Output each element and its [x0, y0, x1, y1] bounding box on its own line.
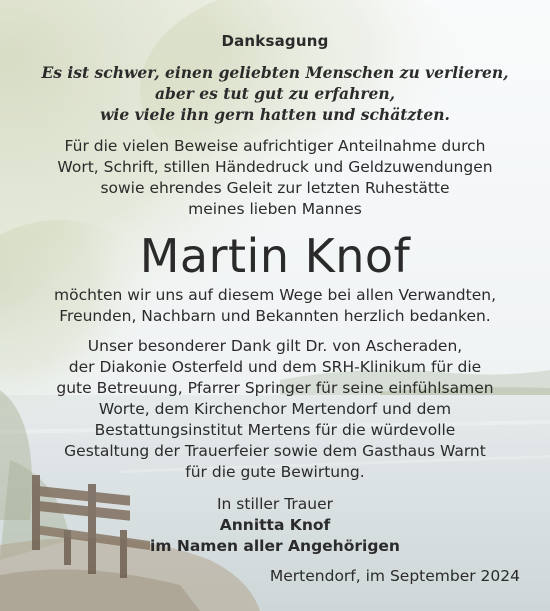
text-line: Bestattungsinstitut Mertens für die würdevolle [94, 421, 456, 439]
text-line: Unser besonderer Dank gilt Dr. von Ascheraden, [87, 337, 463, 355]
place-date: Mertendorf, im September 2024 [269, 567, 520, 585]
signature-intro: In stiller Trauer [216, 495, 334, 513]
deceased-name: Martin Knof [139, 229, 411, 283]
verse-line: aber es tut gut zu erfahren, [154, 84, 396, 103]
paragraph-gratitude [0, 285, 550, 327]
verse-line: Es ist schwer, einen geliebten Menschen zu verlieren, [41, 63, 509, 82]
signature-block [0, 494, 550, 557]
text-line: möchten wir uns auf diesem Wege bei allen Verwandten, [53, 286, 497, 304]
text-line: meines lieben Mannes [188, 200, 362, 218]
verse-line: wie viele ihn gern hatten und schätzten. [100, 105, 450, 124]
text-line: der Diakonie Osterfeld und dem SRH-Klinikum für die [68, 358, 482, 376]
text-line: Worte, dem Kirchenchor Mertendorf und dem [98, 400, 452, 418]
text-line: gute Betreuung, Pfarrer Springer für seine einfühlsamen [56, 379, 494, 397]
text-line: Gestaltung der Trauerfeier sowie dem Gasthaus Warnt [64, 442, 486, 460]
heading: Danksagung [221, 32, 329, 50]
text-line: für die gute Bewirtung. [185, 463, 365, 481]
paragraph-special-thanks [0, 336, 550, 483]
signature-family: im Namen aller Angehörigen [150, 537, 400, 555]
text-line: sowie ehrendes Geleit zur letzten Ruhestätte [100, 179, 450, 197]
verse [0, 62, 550, 125]
text-line: Für die vielen Beweise aufrichtiger Anteilnahme durch [64, 137, 486, 155]
text-line: Wort, Schrift, stillen Händedruck und Geldzuwendungen [57, 158, 493, 176]
paragraph-thanks [0, 136, 550, 220]
signature-name: Annitta Knof [219, 516, 331, 534]
text-line: Freunden, Nachbarn und Bekannten herzlich bedanken. [59, 307, 491, 325]
